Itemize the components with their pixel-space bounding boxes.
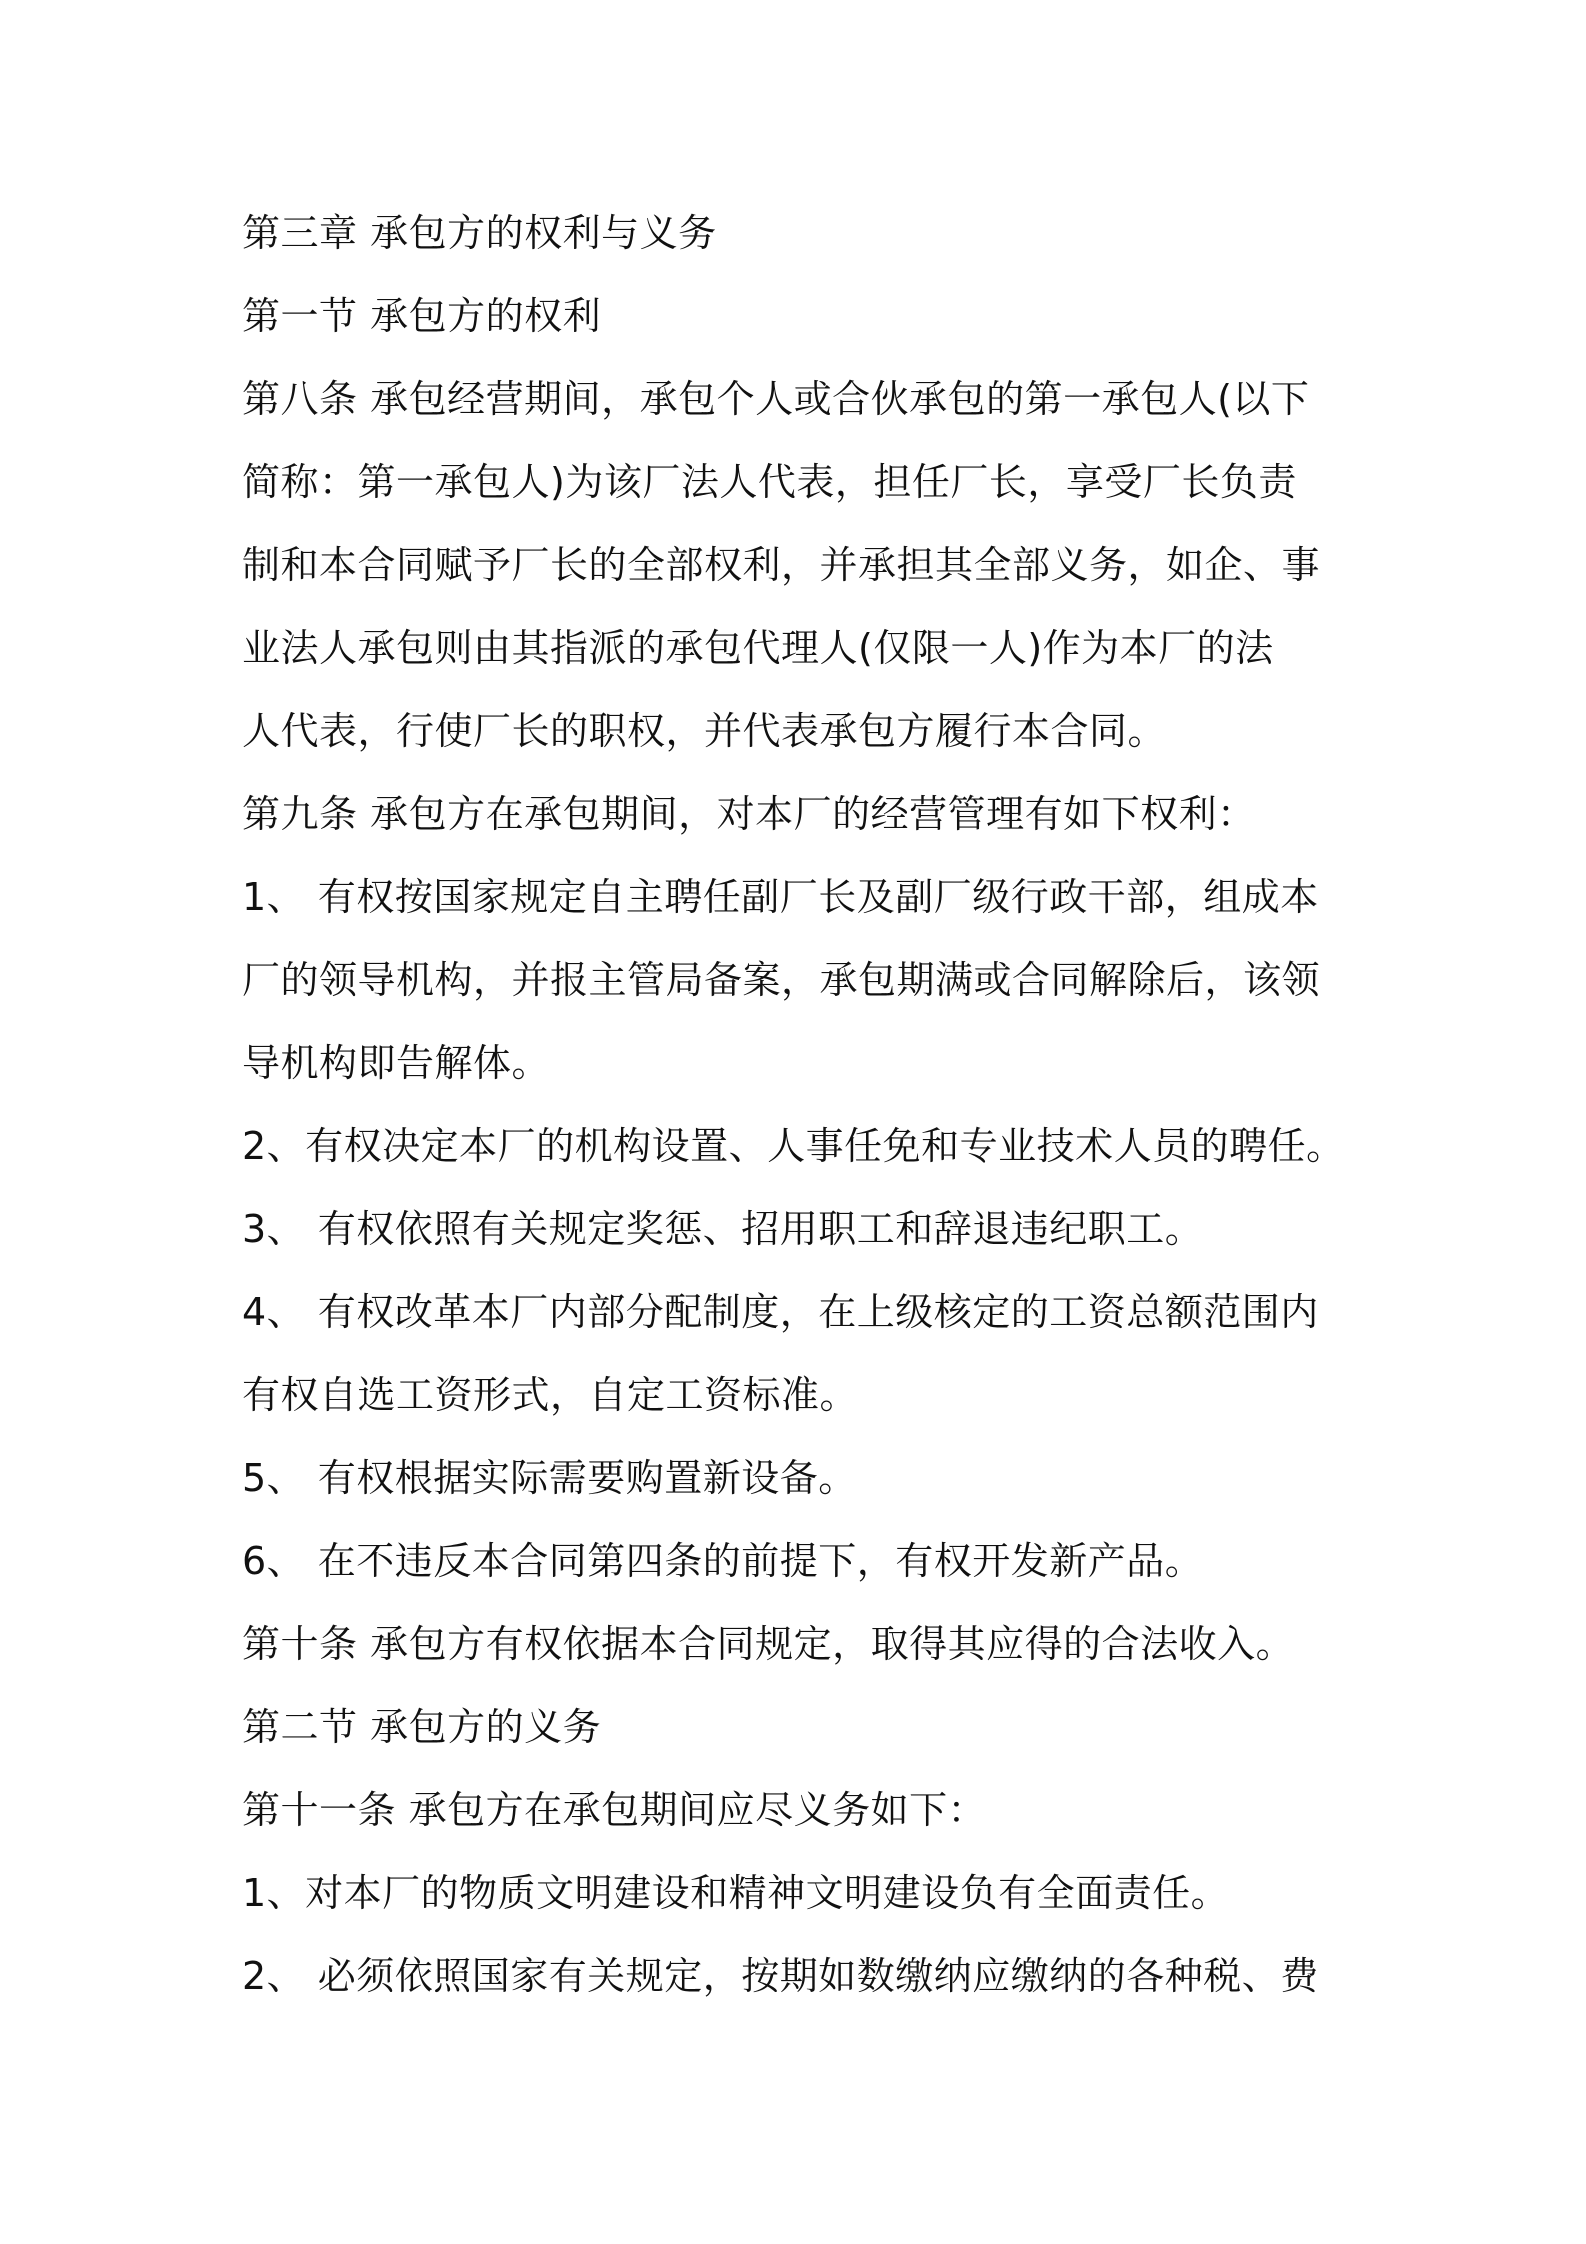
- article-10: 第十条 承包方有权依据本合同规定，取得其应得的合法收入。: [242, 1622, 1295, 1666]
- article-11-item-1: 1、对本厂的物质文明建设和精神文明建设负有全面责任。: [242, 1871, 1230, 1915]
- article-8-line-1: 第八条 承包经营期间，承包个人或合伙承包的第一承包人(以下: [242, 377, 1310, 421]
- article-8-line-3: 制和本合同赋予厂长的全部权利，并承担其全部义务，如企、事: [242, 543, 1321, 587]
- article-9-item-6: 6、 在不违反本合同第四条的前提下，有权开发新产品。: [242, 1539, 1204, 1583]
- article-8-line-5: 人代表，行使厂长的职权，并代表承包方履行本合同。: [242, 709, 1167, 753]
- article-9-item-5: 5、 有权根据实际需要购置新设备。: [242, 1456, 857, 1500]
- article-9-item-1-line-1: 1、 有权按国家规定自主聘任副厂长及副厂级行政干部，组成本: [242, 875, 1319, 919]
- article-9-item-2: 2、有权决定本厂的机构设置、人事任免和专业技术人员的聘任。: [242, 1124, 1345, 1168]
- article-9-item-4-line-1: 4、 有权改革本厂内部分配制度，在上级核定的工资总额范围内: [242, 1290, 1319, 1334]
- article-11-item-2: 2、 必须依照国家有关规定，按期如数缴纳应缴纳的各种税、费: [242, 1954, 1319, 1998]
- chapter-heading: 第三章 承包方的权利与义务: [242, 211, 717, 255]
- article-9: 第九条 承包方在承包期间，对本厂的经营管理有如下权利：: [242, 792, 1256, 836]
- article-9-item-4-line-2: 有权自选工资形式，自定工资标准。: [242, 1373, 859, 1417]
- article-9-item-3: 3、 有权依照有关规定奖惩、招用职工和辞退违纪职工。: [242, 1207, 1204, 1251]
- section-heading: 第一节 承包方的权利: [242, 294, 602, 338]
- document-body: [242, 192, 1362, 2018]
- article-8-line-2: 简称：第一承包人)为该厂法人代表，担任厂长，享受厂长负责: [242, 460, 1297, 504]
- article-9-item-1-line-3: 导机构即告解体。: [242, 1041, 551, 1085]
- article-11: 第十一条 承包方在承包期间应尽义务如下：: [242, 1788, 987, 1832]
- article-9-item-1-line-2: 厂的领导机构，并报主管局备案，承包期满或合同解除后，该领: [242, 958, 1321, 1002]
- section-2-heading: 第二节 承包方的义务: [242, 1705, 602, 1749]
- article-8-line-4: 业法人承包则由其指派的承包代理人(仅限一人)作为本厂的法: [242, 626, 1274, 670]
